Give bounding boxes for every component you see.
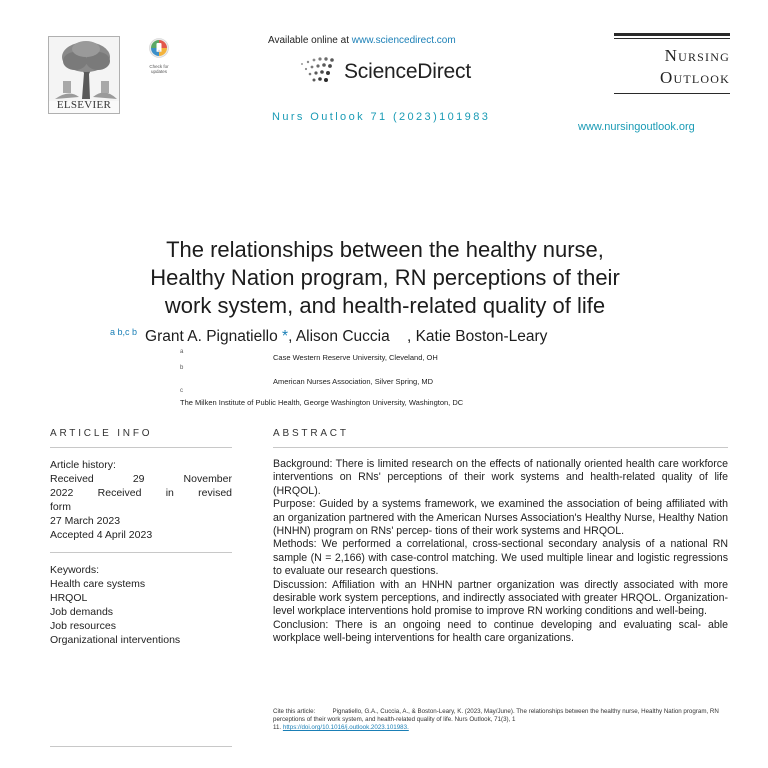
title-line-2: Healthy Nation program, RN perceptions of their: [150, 265, 620, 290]
keyword: Health care systems: [50, 578, 146, 590]
affiliation-c-mark: c: [180, 388, 183, 394]
crossmark-icon: [149, 38, 169, 58]
elsevier-logo[interactable]: [48, 36, 120, 114]
article-info-heading: ARTICLE INFO: [50, 428, 153, 439]
author-2[interactable]: , Alison Cuccia: [288, 328, 390, 346]
journal-reference: Nurs Outlook 71 (2023)101983: [272, 111, 491, 123]
journal-masthead[interactable]: [614, 33, 730, 94]
sciencedirect-logo[interactable]: [298, 55, 471, 89]
journal-url: [578, 121, 695, 133]
keyword: Job demands: [50, 606, 114, 618]
crossmark-label: Check for updates: [149, 64, 169, 74]
title-line-1: The relationships between the healthy nurse,: [166, 237, 604, 262]
article-history: [50, 458, 232, 542]
affiliation-b: American Nurses Association, Silver Spring, MD: [273, 377, 434, 386]
history-line: Received 29 November: [50, 473, 232, 485]
sciencedirect-dots-icon: [298, 55, 348, 89]
affiliation-a: Case Western Reserve University, Cleveland, OH: [273, 353, 438, 362]
abstract-rule: [273, 447, 728, 448]
title-line-3: work system, and health-related quality of life: [164, 293, 606, 318]
abstract-purpose: Purpose: Guided by a systems framework, we examined the association of being affiliated with an organization partnered with the American Nurses Association's Healthy Nurse, Healthy Nation (HNHN) program on RNs' percep- tions of their work systems and HRQOL.: [273, 498, 728, 538]
bottom-rule-left: [50, 746, 232, 747]
history-line: 2022 Received in revised: [50, 487, 232, 499]
author-affiliation-marks[interactable]: a b,c b: [110, 327, 138, 337]
masthead-rule-top: [614, 33, 730, 36]
article-info-rule: [50, 447, 232, 448]
keyword: HRQOL: [50, 592, 88, 604]
author-1[interactable]: Grant A. Pignatiello: [145, 328, 283, 346]
history-line: Accepted 4 April 2023: [50, 529, 153, 541]
cite-doi-prefix: 11.: [273, 724, 283, 731]
affiliation-c: The Milken Institute of Public Health, George Washington University, Washington, DC: [180, 398, 464, 407]
publisher-name: ELSEVIER: [56, 99, 112, 111]
abstract-methods: Methods: We performed a correlational, cross-sectional secondary analysis of a national RN sample (N = 2,166) with case-control matching. We used multiple linear and logistic regressions to evaluate our research questions.: [273, 538, 728, 578]
masthead-rule-bottom: [614, 93, 730, 94]
sciencedirect-wordmark: ScienceDirect: [344, 60, 471, 83]
cite-text: Pignatiello, G.A., Cuccia, A., & Boston-Leary, K. (2023, May/June). The relationships between the healthy nurse, Healthy Nation program, RN perceptions of their work system, and health-related quality of life. Nurs Outlook, 71(3), 1: [273, 708, 719, 723]
journal-url-link[interactable]: www.nursingoutlook.org: [578, 121, 695, 133]
keywords-block: [50, 563, 232, 647]
citation-block: [273, 708, 728, 732]
masthead-rule-thin: [614, 38, 730, 39]
abstract-background: Background: There is limited research on the effects of nationally oriented health care workforce interventions on RNs' perceptions of their work systems and health-related quality of life (HRQOL).: [273, 458, 728, 497]
journal-name-line2: Outlook: [659, 68, 730, 87]
keywords-label: Keywords:: [50, 564, 100, 576]
abstract-heading: ABSTRACT: [273, 428, 349, 439]
doi-link[interactable]: https://doi.org/10.1016/j.outlook.2023.101983.: [282, 724, 409, 731]
check-for-updates-badge[interactable]: [146, 38, 172, 74]
keyword: Organizational interventions: [50, 634, 181, 646]
author-3[interactable]: , Katie Boston-Leary: [406, 328, 548, 346]
history-line: form: [50, 501, 71, 513]
affiliation-a-mark: a: [180, 349, 184, 355]
abstract-body: [273, 458, 728, 646]
corresponding-author-mark[interactable]: *: [282, 328, 289, 346]
keyword: Job resources: [50, 620, 116, 632]
affiliation-b-mark: b: [180, 365, 184, 371]
abstract-conclusion: Conclusion: There is an ongoing need to continue developing and evaluating scal- able workplace well-being interventions for health care organizations.: [273, 618, 728, 645]
keywords-rule: [50, 552, 232, 553]
author-list: [110, 327, 730, 346]
sciencedirect-link[interactable]: www.sciencedirect.com: [351, 35, 456, 46]
available-prefix: Available online at: [268, 35, 352, 46]
journal-name-line1: Nursing: [664, 46, 730, 65]
article-title: [40, 236, 730, 320]
history-line: 27 March 2023: [50, 515, 121, 527]
tree-icon: [49, 37, 120, 101]
available-online-line: [268, 35, 456, 46]
abstract-discussion: Discussion: Affiliation with an HNHN partner organization was directly associated with more desirable work system perceptions, and indirectly associated with greater HRQOL. Organization-level workplace interventions hold promise to improve RN working conditions and well-being.: [273, 578, 728, 618]
cite-label: Cite this article:: [273, 708, 316, 715]
history-label: Article history:: [50, 459, 116, 471]
